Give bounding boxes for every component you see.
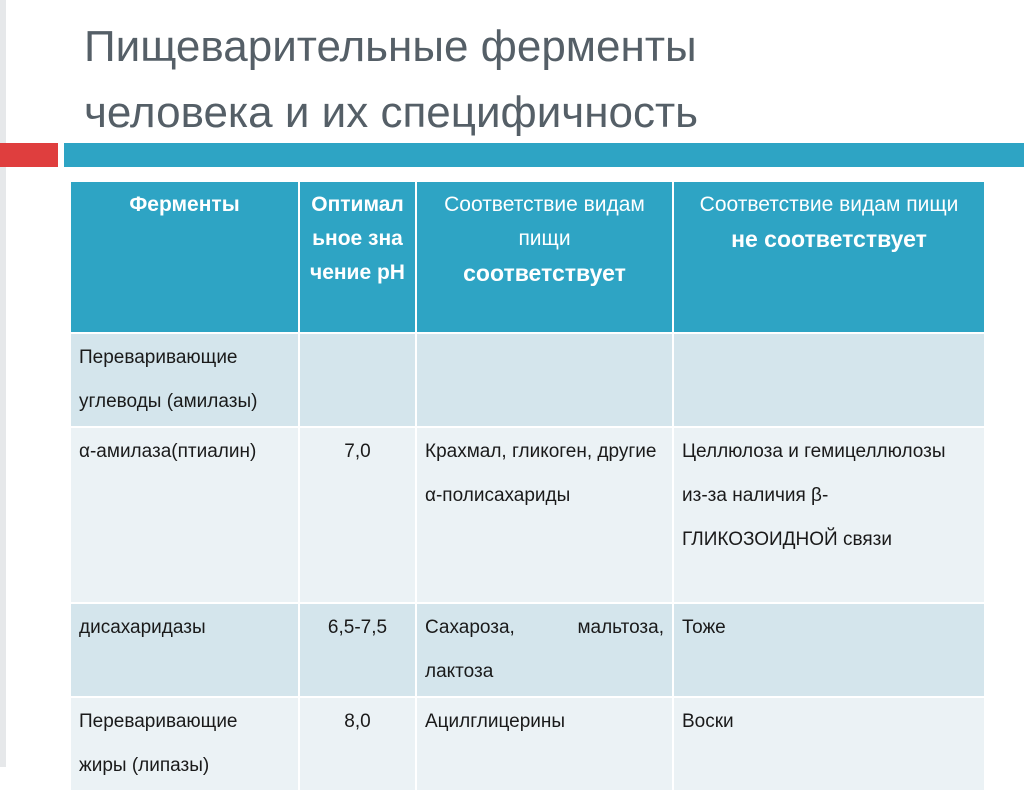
page-title [84,14,984,146]
cell-enzyme: α-амилаза(птиалин) [70,427,299,603]
cell-ph: 6,5-7,5 [299,603,416,697]
header-nomatch [673,181,985,333]
left-border [0,0,6,767]
accent-bar-red [0,143,58,167]
table-header-row [70,181,985,333]
cell-match [416,333,673,427]
header-match-caption: Соответствие видам пищи [444,193,645,250]
page-title-line-1: Пищеварительные ферменты [84,22,697,71]
cell-ph: 7,0 [299,427,416,603]
header-ph: Оптимальное значение pH [299,181,416,333]
header-match-emphasis: соответствует [463,260,626,286]
cell-ph: 8,0 [299,697,416,791]
cell-nomatch: Воски [673,697,985,791]
table-row [70,603,985,697]
cell-enzyme: дисахаридазы [70,603,299,697]
cell-ph [299,333,416,427]
enzymes-table [69,180,986,792]
accent-bar-teal [64,143,1024,167]
cell-nomatch: Тоже [673,603,985,697]
page-title-line-2: человека и их специфичность [84,88,699,137]
table-row [70,697,985,791]
table-row [70,427,985,603]
cell-match: Крахмал, гликоген, другие α-полисахариды [416,427,673,603]
header-match [416,181,673,333]
cell-nomatch [673,333,985,427]
table-row [70,333,985,427]
header-nomatch-emphasis: не соответствует [731,226,927,252]
cell-match: Ацилглицерины [416,697,673,791]
header-nomatch-caption: Соответствие видам пищи [699,193,959,216]
cell-enzyme: Переваривающие углеводы (амилазы) [70,333,299,427]
cell-enzyme: Переваривающие жиры (липазы) [70,697,299,791]
cell-nomatch: Целлюлоза и гемицеллюлозы из-за наличия β-ГЛИКОЗОИДНОЙ связи [673,427,985,603]
header-enzymes: Ферменты [70,181,299,333]
cell-match: Сахароза, мальтоза, лактоза [416,603,673,697]
